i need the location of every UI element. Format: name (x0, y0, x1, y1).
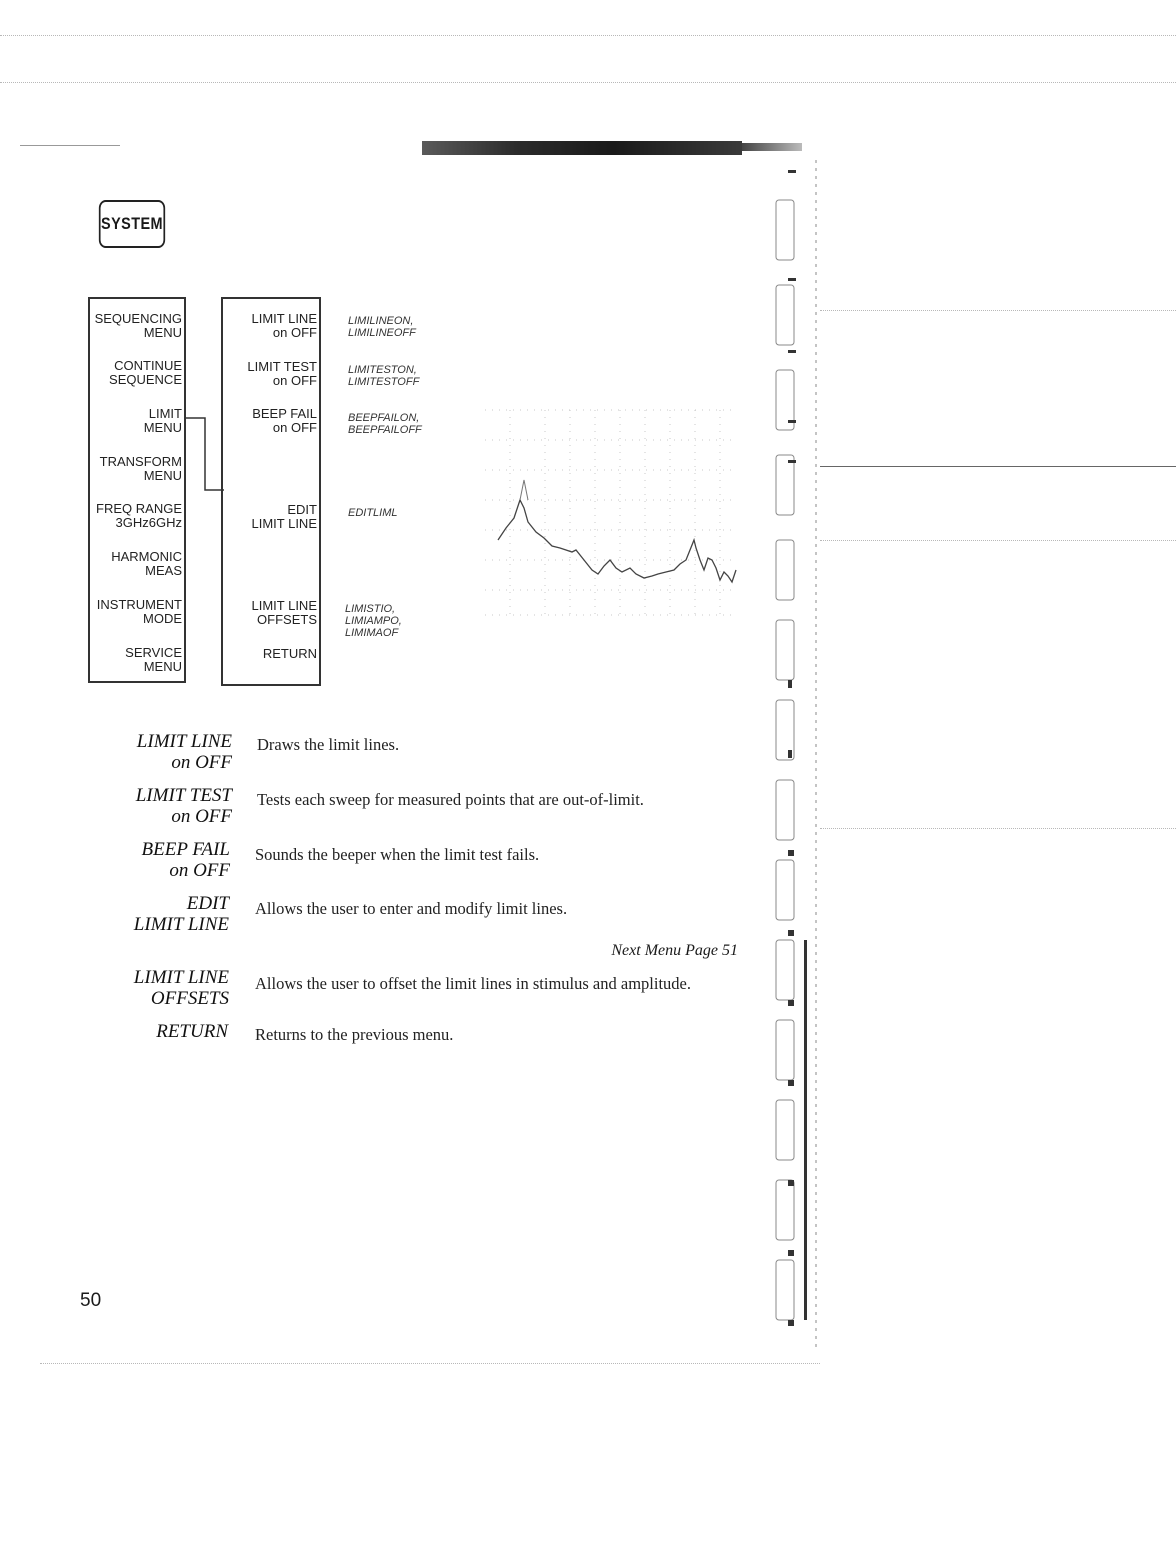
scan-line (820, 310, 1176, 311)
page-number: 50 (80, 1290, 102, 1311)
term-limit-line-offsets: LIMIT LINE OFFSETS (133, 967, 229, 1009)
softkey-service-menu[interactable]: SERVICE MENU (125, 645, 182, 674)
trace-illustration (480, 400, 742, 630)
softkey-edit-limit-line[interactable]: EDIT LIMIT LINE (251, 502, 317, 531)
term-beep-fail: BEEP FAIL on OFF (141, 839, 230, 881)
softkey-return[interactable]: RETURN (262, 646, 317, 661)
desc-edit-limit-line: Allows the user to enter and modify limit lines. (255, 899, 568, 918)
softkey-freq-range[interactable]: FREQ RANGE 3GHz6GHz (96, 501, 182, 530)
desc-limit-line: Draws the limit lines. (257, 735, 400, 754)
header-bar (422, 141, 742, 155)
softkey-limit-test[interactable]: LIMIT TEST on OFF (247, 359, 317, 388)
scan-line (820, 540, 1176, 541)
next-menu-reference: Next Menu Page 51 (611, 942, 738, 959)
header-bar-fade (742, 143, 802, 151)
softkey-instrument-mode[interactable]: INSTRUMENT MODE (96, 597, 182, 626)
term-limit-line: LIMIT LINE on OFF (136, 731, 232, 773)
softkey-limit-line-offsets[interactable]: LIMIT LINE OFFSETS (251, 598, 317, 627)
cmd-limit-line-offsets: LIMISTIO, LIMIAMPO, LIMIMAOF (345, 603, 402, 639)
softkey-limit-menu[interactable]: LIMIT MENU (143, 406, 182, 435)
softkey-beep-fail[interactable]: BEEP FAIL on OFF (252, 406, 317, 435)
limit-menu-box (221, 297, 321, 686)
desc-return: Returns to the previous menu. (255, 1025, 454, 1044)
term-edit-limit-line: EDIT LIMIT LINE (133, 893, 229, 935)
cmd-limit-line: LIMILINEON, LIMILINEOFF (348, 315, 416, 339)
system-key[interactable]: SYSTEM (99, 200, 165, 248)
term-limit-test: LIMIT TEST on OFF (135, 785, 232, 827)
softkey-continue-sequence[interactable]: CONTINUE SEQUENCE (109, 358, 182, 387)
term-return: RETURN (156, 1021, 228, 1042)
page-edge-tabs (770, 160, 826, 1350)
softkey-limit-line[interactable]: LIMIT LINE on OFF (251, 311, 317, 340)
scan-line (820, 828, 1176, 829)
cmd-limit-test: LIMITESTON, LIMITESTOFF (348, 364, 420, 388)
scan-line (20, 145, 120, 146)
scan-line (40, 1363, 820, 1364)
softkey-transform-menu[interactable]: TRANSFORM MENU (99, 454, 182, 483)
cmd-beep-fail: BEEPFAILON, BEEPFAILOFF (348, 412, 422, 436)
scan-line (0, 82, 1176, 83)
menu-connector (186, 410, 226, 500)
softkey-harmonic-meas[interactable]: HARMONIC MEAS (111, 549, 182, 578)
softkey-sequencing-menu[interactable]: SEQUENCING MENU (94, 311, 182, 340)
desc-limit-line-offsets: Allows the user to offset the limit lines in stimulus and amplitude. (255, 974, 691, 993)
desc-limit-test: Tests each sweep for measured points that are out-of-limit. (257, 790, 644, 809)
desc-beep-fail: Sounds the beeper when the limit test fails. (255, 845, 540, 864)
scan-line (820, 466, 1176, 467)
scan-line (0, 35, 1176, 36)
cmd-edit-limit-line: EDITLIML (348, 507, 398, 519)
